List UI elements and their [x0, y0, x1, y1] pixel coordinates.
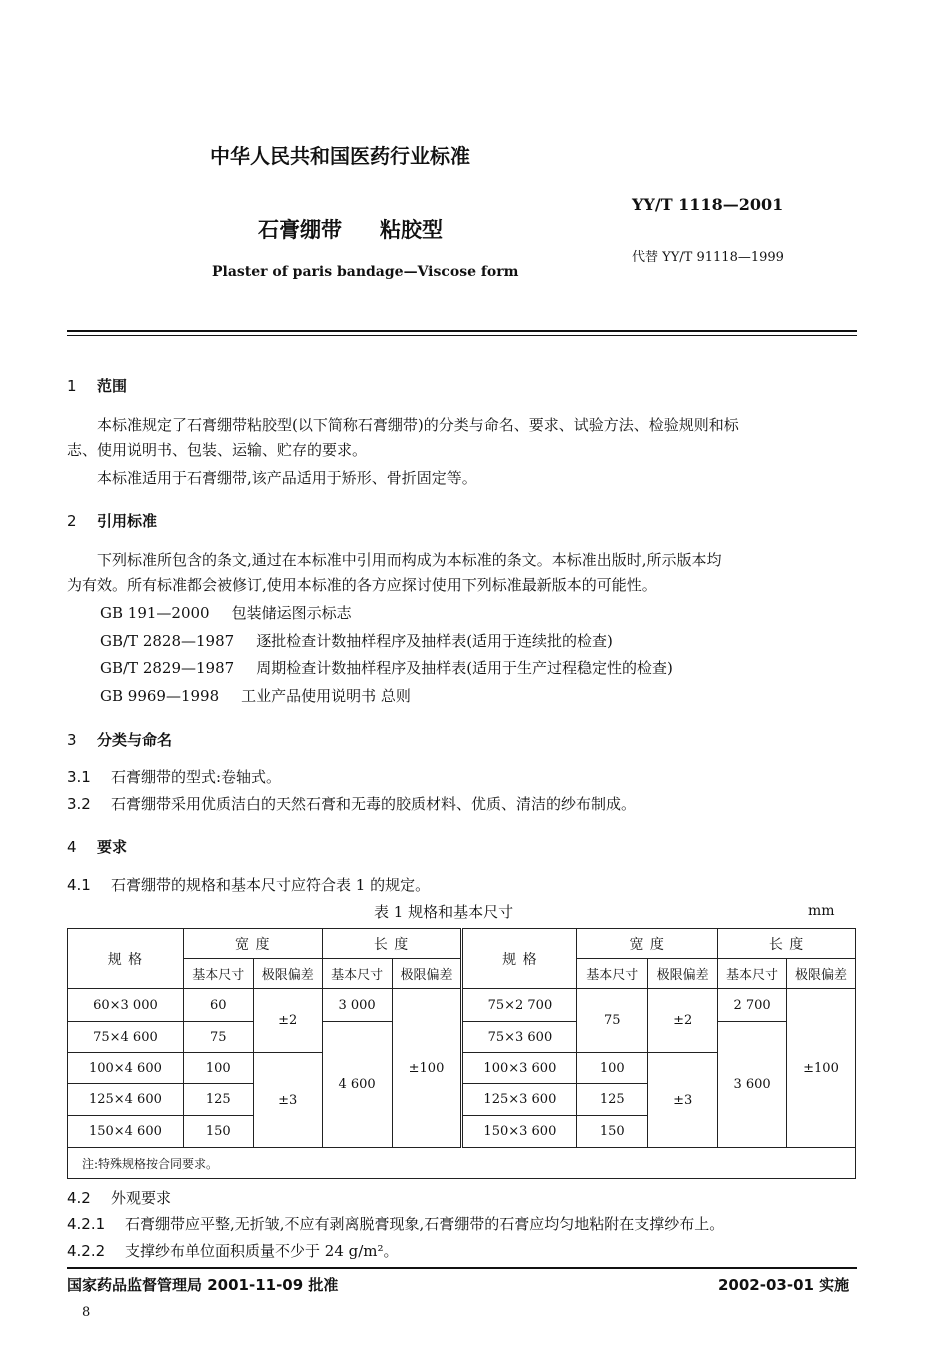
section-2-number: 2 [67, 512, 77, 530]
section-2-title: 引用标准 [97, 512, 158, 530]
width-tolerance-cell: ±3 [648, 1053, 718, 1148]
reference-code: GB 9969—1998 [100, 687, 220, 705]
clause-4-2-number: 4.2 [67, 1189, 91, 1207]
approval-text: 国家药品监督管理局 2001-11-09 批准 [67, 1276, 339, 1294]
section-4-number: 4 [67, 838, 77, 856]
width-tolerance-cell: ±2 [648, 989, 718, 1053]
spec-cell: 60×3 000 [68, 989, 184, 1022]
org-title: 中华人民共和国医药行业标准 [210, 144, 470, 168]
page-number: 8 [82, 1305, 91, 1320]
table-row [68, 1022, 856, 1053]
width-cell: 100 [577, 1053, 648, 1084]
table-caption: 表 1 规格和基本尺寸 [374, 903, 514, 921]
clause-3-1 [67, 766, 281, 787]
clause-3-2 [67, 793, 636, 814]
reference-item [100, 630, 613, 651]
spec-cell: 125×4 600 [68, 1084, 184, 1116]
section-4-heading [67, 836, 127, 857]
section-3-heading [67, 729, 172, 750]
header-width-right: 宽 度 [577, 929, 718, 959]
width-tolerance-cell: ±3 [253, 1053, 322, 1148]
clause-4-2-text: 外观要求 [111, 1189, 172, 1207]
table-note: 注:特殊规格按合同要求。 [68, 1148, 856, 1179]
reference-name: 包装储运图示标志 [231, 604, 352, 622]
spec-cell: 150×3 600 [462, 1116, 577, 1148]
clause-4-1-text: 石膏绷带的规格和基本尺寸应符合表 1 的规定。 [111, 876, 431, 894]
reference-code: GB/T 2829—1987 [100, 659, 235, 677]
title-en: Plaster of paris bandage—Viscose form [212, 264, 519, 280]
length-tolerance-cell: ±100 [392, 989, 462, 1148]
width-cell: 100 [183, 1053, 253, 1084]
header-basic-size: 基本尺寸 [718, 959, 787, 989]
header-basic-size: 基本尺寸 [322, 959, 392, 989]
table-row [68, 989, 856, 1022]
header-tolerance: 极限偏差 [648, 959, 718, 989]
header-length-left: 长 度 [322, 929, 462, 959]
section-2-p1-line2: 为有效。所有标准都会被修订,使用本标准的各方应探讨使用下列标准最新版本的可能性。 [67, 576, 657, 594]
width-cell: 75 [183, 1022, 253, 1053]
section-1-p1-line2: 志、使用说明书、包装、运输、贮存的要求。 [67, 441, 368, 459]
clause-4-2-2 [67, 1240, 399, 1261]
reference-code: GB/T 2828—1987 [100, 632, 235, 650]
reference-item [100, 602, 352, 623]
header-width-left: 宽 度 [183, 929, 322, 959]
replaces-standard: 代替 YY/T 91118—1999 [632, 250, 784, 265]
standard-number: YY/T 1118—2001 [632, 195, 784, 214]
length-cell: 2 700 [718, 989, 787, 1022]
reference-name: 工业产品使用说明书 总则 [241, 687, 411, 705]
width-cell: 150 [183, 1116, 253, 1148]
spec-cell: 100×4 600 [68, 1053, 184, 1084]
section-1-p2: 本标准适用于石膏绷带,该产品适用于矫形、骨折固定等。 [97, 469, 477, 487]
header-rule [67, 330, 857, 332]
header-basic-size: 基本尺寸 [183, 959, 253, 989]
spec-cell: 75×4 600 [68, 1022, 184, 1053]
spec-cell: 150×4 600 [68, 1116, 184, 1148]
header-length-right: 长 度 [718, 929, 856, 959]
clause-4-2-2-text: 支撑纱布单位面积质量不少于 24 g/m²。 [125, 1242, 399, 1260]
section-1-p1-line1: 本标准规定了石膏绷带粘胶型(以下简称石膏绷带)的分类与命名、要求、试验方法、检验规则和标 [97, 416, 739, 434]
spec-cell: 75×2 700 [462, 989, 577, 1022]
section-2-p1-line1: 下列标准所包含的条文,通过在本标准中引用而构成为本标准的条文。本标准出版时,所示版本均 [97, 551, 722, 569]
reference-code: GB 191—2000 [100, 604, 210, 622]
clause-4-2 [67, 1187, 171, 1208]
length-cell: 3 600 [718, 1022, 787, 1148]
width-cell: 75 [577, 989, 648, 1053]
clause-3-1-number: 3.1 [67, 768, 91, 786]
width-cell: 60 [183, 989, 253, 1022]
footer-rule [67, 1267, 857, 1269]
title-cn-part1: 石膏绷带 [258, 218, 342, 242]
title-cn-part2: 粘胶型 [380, 218, 443, 242]
clause-3-2-text: 石膏绷带采用优质洁白的天然石膏和无毒的胶质材料、优质、清洁的纱布制成。 [111, 795, 637, 813]
clause-3-2-number: 3.2 [67, 795, 91, 813]
header-tolerance: 极限偏差 [253, 959, 322, 989]
reference-item [100, 657, 673, 678]
header-tolerance: 极限偏差 [392, 959, 462, 989]
length-cell: 4 600 [322, 1022, 392, 1148]
section-3-number: 3 [67, 731, 77, 749]
spec-cell: 100×3 600 [462, 1053, 577, 1084]
clause-4-2-2-number: 4.2.2 [67, 1242, 106, 1260]
width-tolerance-cell: ±2 [253, 989, 322, 1053]
effective-date: 2002-03-01 实施 [718, 1276, 850, 1294]
clause-4-1 [67, 874, 430, 895]
clause-4-2-1-number: 4.2.1 [67, 1215, 106, 1233]
section-1-paragraph-1 [67, 413, 857, 463]
section-2-paragraph-1 [67, 548, 857, 598]
header-spec-left: 规 格 [68, 929, 184, 989]
clause-3-1-text: 石膏绷带的型式:卷轴式。 [111, 768, 282, 786]
header-tolerance: 极限偏差 [787, 959, 856, 989]
width-cell: 150 [577, 1116, 648, 1148]
table-unit: mm [808, 903, 835, 919]
section-1-paragraph-2 [67, 466, 857, 491]
clause-4-2-1 [67, 1213, 724, 1234]
header-spec-right: 规 格 [462, 929, 577, 989]
section-1-heading [67, 375, 127, 396]
spec-cell: 125×3 600 [462, 1084, 577, 1116]
width-cell: 125 [183, 1084, 253, 1116]
length-tolerance-cell: ±100 [787, 989, 856, 1148]
section-2-heading [67, 510, 157, 531]
reference-name: 逐批检查计数抽样程序及抽样表(适用于连续批的检查) [256, 632, 613, 650]
clause-4-1-number: 4.1 [67, 876, 91, 894]
spec-table [67, 928, 856, 1179]
clause-4-2-1-text: 石膏绷带应平整,无折皱,不应有剥离脱膏现象,石膏绷带的石膏应均匀地粘附在支撑纱布上。 [125, 1215, 725, 1233]
reference-name: 周期检查计数抽样程序及抽样表(适用于生产过程稳定性的检查) [256, 659, 673, 677]
header-basic-size: 基本尺寸 [577, 959, 648, 989]
section-4-title: 要求 [97, 838, 128, 856]
section-1-number: 1 [67, 377, 77, 395]
length-cell: 3 000 [322, 989, 392, 1022]
spec-cell: 75×3 600 [462, 1022, 577, 1053]
reference-item [100, 685, 411, 706]
header-rule-thin [67, 335, 857, 336]
section-1-title: 范围 [97, 377, 128, 395]
width-cell: 125 [577, 1084, 648, 1116]
section-3-title: 分类与命名 [97, 731, 173, 749]
